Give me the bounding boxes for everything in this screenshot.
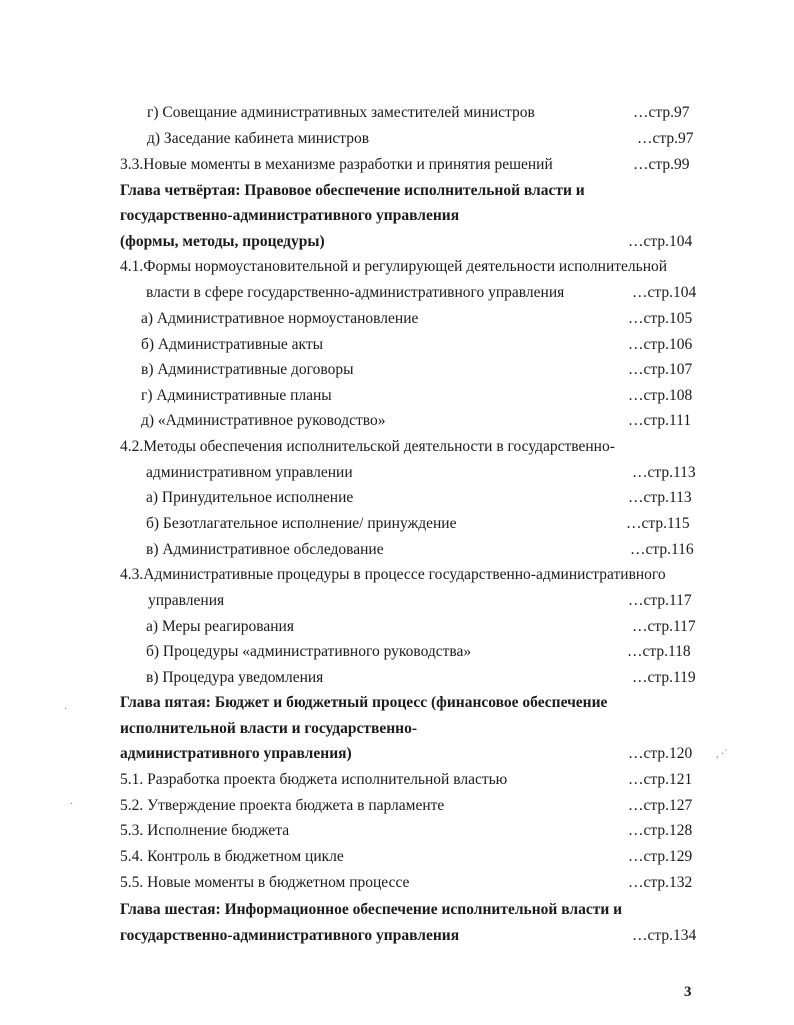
toc-entry-page: …стр.118 bbox=[627, 643, 691, 660]
scan-speck: · bbox=[70, 799, 74, 810]
chapter-heading: исполнительной власти и государственно- bbox=[120, 720, 418, 737]
toc-entry-text: 5.3. Исполнение бюджета bbox=[120, 822, 290, 839]
toc-entry-text: г) Административные планы bbox=[141, 387, 332, 404]
chapter-heading: (формы, методы, процедуры) bbox=[120, 233, 325, 250]
toc-entry-text: власти в сфере государственно-административного управления bbox=[146, 284, 565, 301]
toc-entry-page: …стр.105 bbox=[628, 310, 693, 327]
toc-entry-text: б) Процедуры «административного руководства» bbox=[146, 643, 472, 660]
toc-entry-page: …стр.117 bbox=[628, 592, 692, 609]
toc-entry-text: 5.2. Утверждение проекта бюджета в парламенте bbox=[120, 797, 445, 814]
scan-speck: , ·´ bbox=[716, 749, 728, 760]
toc-entry-page: …стр.129 bbox=[628, 848, 693, 865]
toc-entry-text: 3.3.Новые моменты в механизме разработки и принятия решений bbox=[120, 156, 553, 173]
toc-entry-text: в) Административное обследование bbox=[146, 541, 384, 558]
toc-entry-text: в) Административные договоры bbox=[141, 361, 354, 378]
toc-entry-text: 4.1.Формы нормоустановительной и регулирующей деятельности исполнительной bbox=[120, 258, 668, 275]
chapter-heading: государственно-административного управления bbox=[120, 207, 460, 224]
toc-entry-text: 4.3.Административные процедуры в процессе государственно-административного bbox=[120, 566, 666, 583]
toc-entry-page: …стр.127 bbox=[628, 797, 693, 814]
chapter-heading: Глава шестая: Информационное обеспечение исполнительной власти и bbox=[120, 901, 623, 918]
toc-entry-text: б) Безотлагательное исполнение/ принуждение bbox=[146, 515, 457, 532]
toc-entry-text: а) Принудительное исполнение bbox=[146, 489, 354, 506]
toc-entry-page: …стр.116 bbox=[630, 541, 694, 558]
toc-entry-page: …стр.128 bbox=[628, 822, 693, 839]
toc-entry-text: а) Административное нормоустановление bbox=[141, 310, 419, 327]
toc-entry-page: …стр.117 bbox=[632, 618, 696, 635]
toc-entry-page: …стр.107 bbox=[628, 361, 693, 378]
toc-entry-page: …стр.113 bbox=[632, 464, 696, 481]
chapter-heading: Глава пятая: Бюджет и бюджетный процесс (финансовое обеспечение bbox=[120, 694, 608, 711]
toc-entry-text: административном управлении bbox=[146, 464, 353, 481]
toc-entry-page: …стр.111 bbox=[628, 412, 692, 429]
toc-entry-page: …стр.97 bbox=[637, 130, 694, 147]
toc-entry-page: …стр.106 bbox=[628, 336, 693, 353]
toc-entry-text: управления bbox=[148, 592, 225, 609]
page-number: 3 bbox=[684, 984, 692, 1000]
chapter-heading: Глава четвёртая: Правовое обеспечение исполнительной власти и bbox=[120, 182, 585, 199]
toc-entry-page: …стр.97 bbox=[633, 104, 690, 121]
toc-entry-text: в) Процедура уведомления bbox=[146, 669, 324, 686]
toc-entry-text: 5.5. Новые моменты в бюджетном процессе bbox=[120, 874, 410, 891]
toc-entry-text: б) Административные акты bbox=[141, 336, 324, 353]
toc-entry-page: …стр.132 bbox=[628, 874, 693, 891]
toc-entry-text: а) Меры реагирования bbox=[146, 618, 294, 635]
toc-entry-page: …стр.134 bbox=[632, 927, 697, 944]
toc-entry-page: …стр.113 bbox=[628, 489, 692, 506]
toc-entry-page: …стр.104 bbox=[628, 233, 693, 250]
toc-entry-page: …стр.108 bbox=[628, 387, 693, 404]
toc-entry-page: …стр.120 bbox=[628, 745, 693, 762]
toc-entry-text: г) Совещание административных заместителей министров bbox=[147, 104, 535, 121]
scan-speck: · bbox=[64, 704, 68, 715]
toc-entry-page: …стр.119 bbox=[632, 669, 696, 686]
toc-entry-page: …стр.121 bbox=[628, 771, 693, 788]
toc-entry-page: …стр.104 bbox=[632, 284, 697, 301]
toc-entry-text: 5.4. Контроль в бюджетном цикле bbox=[120, 848, 344, 865]
toc-entry-page: …стр.99 bbox=[633, 156, 690, 173]
toc-entry-page: …стр.115 bbox=[626, 515, 690, 532]
chapter-heading: административного управления) bbox=[120, 745, 352, 762]
toc-entry-text: 5.1. Разработка проекта бюджета исполнительной властью bbox=[120, 771, 508, 788]
toc-entry-text: д) «Административное руководство» bbox=[141, 412, 386, 429]
toc-entry-text: д) Заседание кабинета министров bbox=[147, 130, 370, 147]
chapter-heading: государственно-административного управления bbox=[120, 927, 460, 944]
toc-entry-text: 4.2.Методы обеспечения исполнительской деятельности в государственно- bbox=[120, 438, 615, 455]
